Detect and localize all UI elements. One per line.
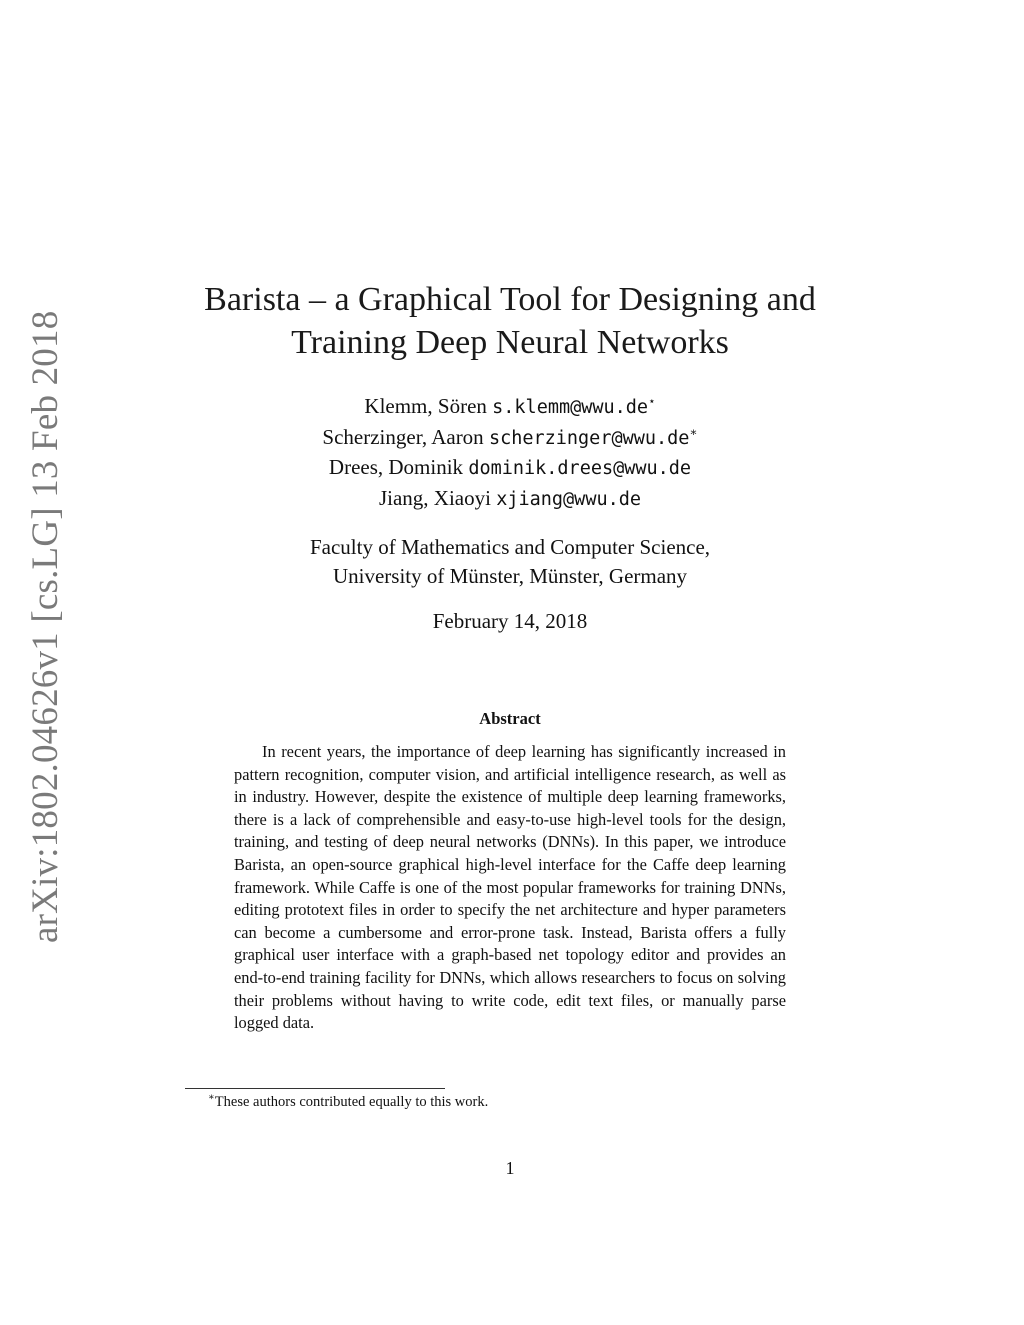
abstract-heading: Abstract xyxy=(479,709,541,728)
affiliation xyxy=(200,533,820,591)
page-number: 1 xyxy=(505,1158,515,1178)
author-email[interactable]: s.klemm@wwu.de xyxy=(492,397,649,418)
author-footnote-mark: ⋆ xyxy=(648,394,656,408)
author-footnote-mark: ∗ xyxy=(689,424,698,439)
author-entry xyxy=(200,423,820,454)
arxiv-identifier-stamp: arXiv:1802.04626v1 [cs.LG] 13 Feb 2018 xyxy=(25,310,66,943)
paper-title-line-2: Training Deep Neural Networks xyxy=(291,324,729,361)
author-name: Drees, Dominik xyxy=(328,455,464,479)
footnote xyxy=(208,1094,488,1111)
footnote-text: These authors contributed equally to this work. xyxy=(214,1094,489,1110)
paper-title-line-1: Barista – a Graphical Tool for Designing and xyxy=(204,281,816,318)
footnote-mark: ∗ xyxy=(208,1092,215,1104)
author-entry xyxy=(200,392,820,423)
publication-date: February 14, 2018 xyxy=(432,609,588,633)
footnote-divider xyxy=(185,1088,445,1089)
author-email[interactable]: dominik.drees@wwu.de xyxy=(468,458,692,479)
author-list xyxy=(200,392,820,514)
author-entry xyxy=(200,484,820,515)
paper-title xyxy=(150,278,870,364)
author-name: Jiang, Xiaoyi xyxy=(378,485,491,510)
author-name: Klemm, Sören xyxy=(364,394,487,418)
author-email[interactable]: scherzinger@wwu.de xyxy=(488,427,690,449)
author-entry xyxy=(200,453,820,484)
author-email[interactable]: xjiang@wwu.de xyxy=(496,488,642,510)
abstract-body: In recent years, the importance of deep learning has significantly increased in pattern recognition, computer vision, and artificial intelligence research, as well as in industry. However, despite the existence of multiple deep learning frameworks, there is a lack of comprehensible and easy-to-use high-level tools for the design, training, and testing of deep neural networks (DNNs). In this paper, we introduce Barista, an open-source graphical high-level interface for the Caffe deep learning framework. While Caffe is one of the most popular frameworks for training DNNs, editing prototext files in order to specify the net architecture and hyper parameters can become a cumbersome and error-prone task. Instead, Barista offers a fully graphical user interface with a graph-based net topology editor and provides an end-to-end training facility for DNNs, which allows researchers to focus on solving their problems without having to write code, edit text files, or manually parse logged data. xyxy=(234,742,786,1033)
affiliation-line-2: University of Münster, Münster, Germany xyxy=(332,564,688,588)
affiliation-line-1: Faculty of Mathematics and Computer Science, xyxy=(309,535,711,559)
author-name: Scherzinger, Aaron xyxy=(322,424,484,449)
